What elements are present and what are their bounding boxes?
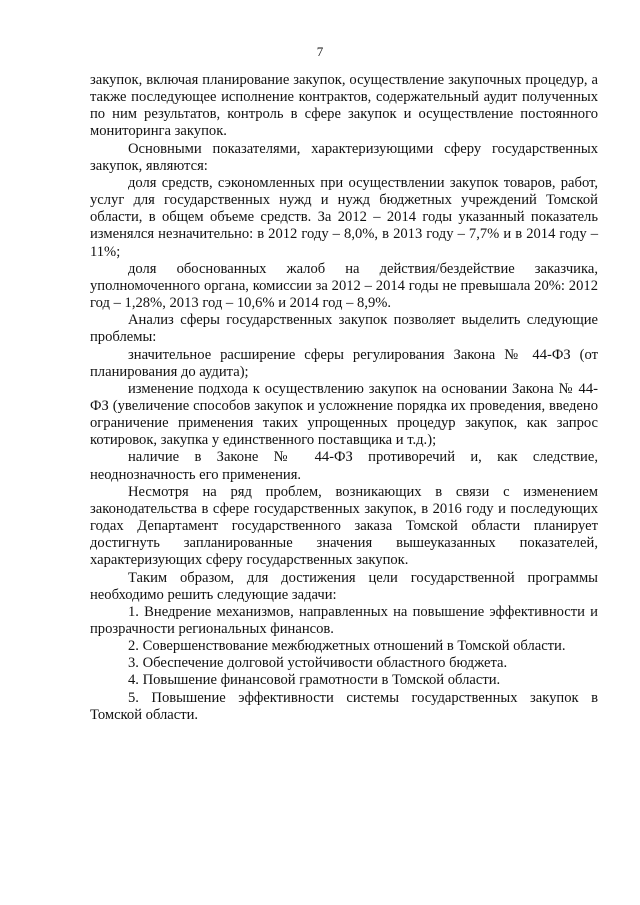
- paragraph-scope-expansion: значительное расширение сферы регулирования Закона № 44-ФЗ (от планирования до аудита);: [90, 346, 598, 380]
- paragraph-savings-share: доля средств, сэкономленных при осуществлении закупок товаров, работ, услуг для государственных нужд и нужд бюджетных учреждений Томской области, в общем объеме средств. За 2012 – 2014 годы указанный показатель изменялся незначительно: в 2012 году – 8,0%, в 2013 году – 7,7% и в 2014 году – 11%;: [90, 174, 598, 260]
- list-item-task-5: 5. Повышение эффективности системы государственных закупок в Томской области.: [90, 689, 598, 723]
- paragraph-complaints-share: доля обоснованных жалоб на действия/бездействие заказчика, уполномоченного органа, комиссии за 2012 – 2014 годы не превышала 20%: 2012 год – 1,28%, 2013 год – 10,6% и 2014 год – 8,9%.: [90, 260, 598, 312]
- page-number: 7: [316, 44, 324, 59]
- list-item-task-4: 4. Повышение финансовой грамотности в Томской области.: [128, 672, 501, 689]
- list-item-task-1: 1. Внедрение механизмов, направленных на повышение эффективности и прозрачности региональных финансов.: [90, 603, 598, 637]
- paragraph-main-indicators: Основными показателями, характеризующими сферу государственных закупок, являются:: [90, 140, 598, 174]
- paragraph-department-plans: Несмотря на ряд проблем, возникающих в связи с изменением законодательства в сфере государственных закупок, в 2016 году и последующих годах Департамент государственного заказа Томской области планирует достигнуть запланированные значения вышеуказанных показателей, характеризующих сферу государственных закупок.: [90, 483, 598, 569]
- paragraph-analysis-problems: Анализ сферы государственных закупок позволяет выделить следующие проблемы:: [90, 312, 598, 346]
- paragraph-procurement-cycle: закупок, включая планирование закупок, осуществление закупочных процедур, а также последующее исполнение контрактов, содержательный аудит полученных по ним результатов, контроль в сфере закупок и осуществление постоянного мониторинга закупок.: [90, 72, 598, 140]
- list-item-task-3: 3. Обеспечение долговой устойчивости областного бюджета.: [128, 655, 508, 672]
- document-body: [90, 72, 598, 724]
- paragraph-approach-change: изменение подхода к осуществлению закупок на основании Закона № 44-ФЗ (увеличение способов закупок и усложнение порядка их проведения, введено ограничение применения таких упрощенных процедур закупок, как запрос котировок, закупка у единственного поставщика и т.д.);: [90, 380, 598, 449]
- paragraph-law-contradictions: наличие в Законе № 44-ФЗ противоречий и, как следствие, неоднозначность его применения.: [90, 449, 598, 483]
- paragraph-tasks-intro: Таким образом, для достижения цели государственной программы необходимо решить следующие задачи:: [90, 569, 598, 603]
- list-item-task-2: 2. Совершенствование межбюджетных отношений в Томской области.: [128, 638, 566, 655]
